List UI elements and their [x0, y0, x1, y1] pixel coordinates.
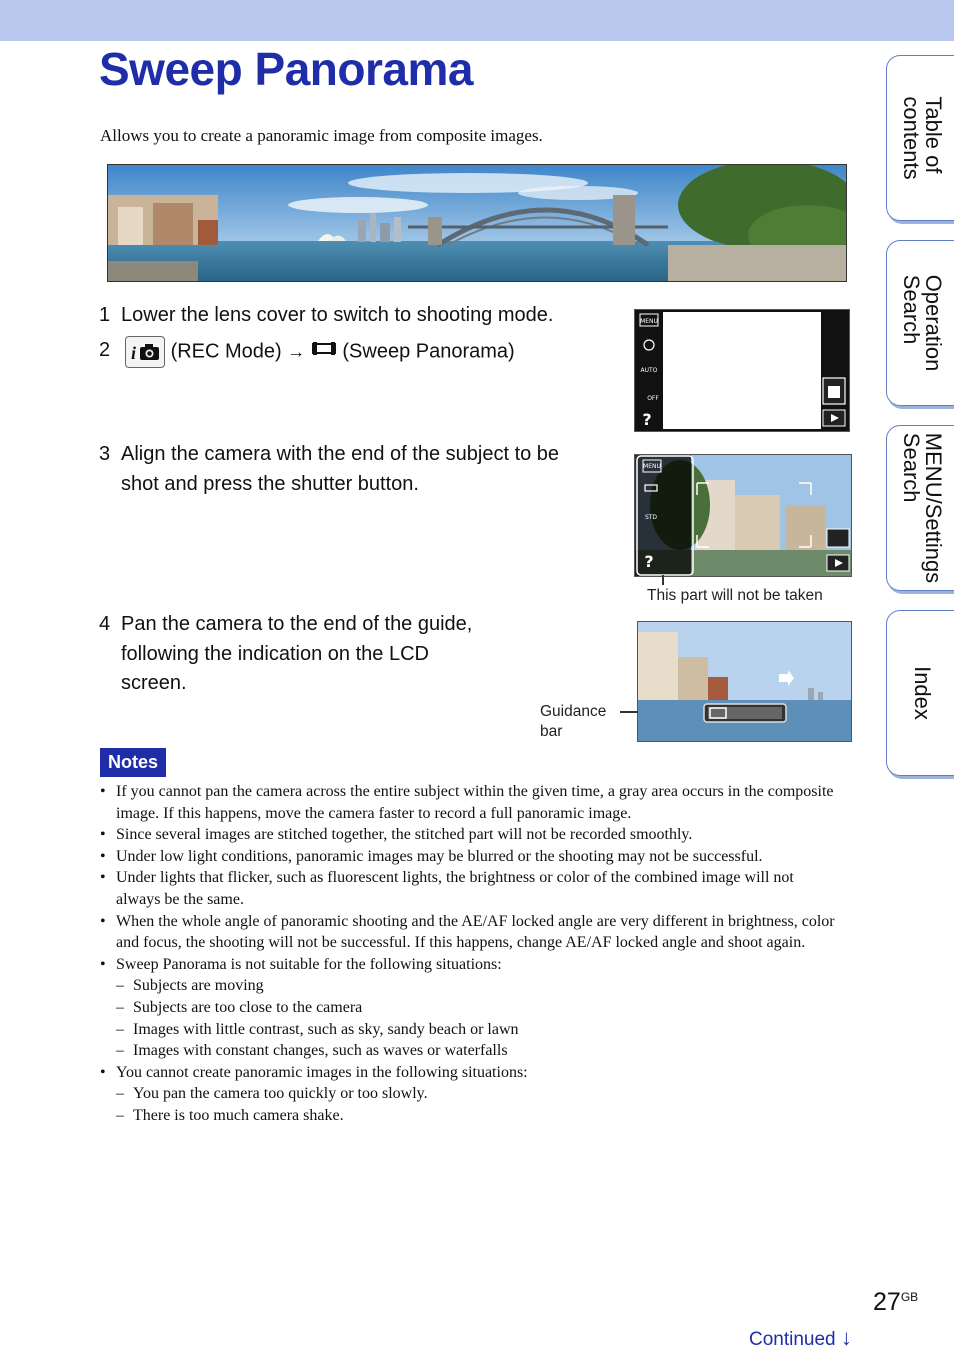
note-subitem: – You pan the camera too quickly or too slowly. [116, 1085, 428, 1103]
page-title: Sweep Panorama [99, 43, 473, 95]
rec-mode-icon [125, 336, 165, 368]
step-text [121, 610, 472, 699]
mode-button-icon [827, 529, 849, 547]
step-text [125, 336, 515, 368]
tab-label-line: Search [899, 432, 924, 503]
bullet-icon: • [100, 847, 106, 865]
arrow-down-icon: ↓ [840, 1325, 852, 1350]
note-subitem: – Images with constant changes, such as waves or waterfalls [116, 1042, 508, 1060]
bullet-icon: • [100, 869, 106, 887]
continued-label: Continued [749, 1329, 836, 1350]
menu-icon: MENU [643, 463, 661, 470]
step-3 [99, 440, 619, 500]
step-number: 1 [99, 304, 111, 326]
rec-mode-label: (REC Mode) [170, 340, 282, 363]
step-text [121, 440, 559, 499]
note-item [100, 954, 840, 976]
tab-operation-search[interactable] [886, 240, 954, 406]
tab-menu-settings-search[interactable] [886, 425, 954, 591]
note-subtext: Subjects are moving [133, 977, 264, 995]
note-subtext: You pan the camera too quickly or too slowly. [133, 1085, 428, 1103]
page-number-value: 27 [873, 1288, 901, 1316]
step-number: 4 [99, 613, 111, 635]
tab-label-line: Search [899, 274, 924, 345]
page-number [873, 1288, 918, 1317]
bullet-icon: • [100, 783, 106, 800]
step-text-line: screen. [121, 672, 187, 694]
notes-label: Notes [100, 748, 166, 777]
caption-leader-line [662, 575, 664, 585]
arrow-icon: → [287, 341, 306, 362]
bullet-icon: • [100, 955, 106, 973]
step-text-line: shot and press the shutter button. [121, 472, 419, 495]
note-item [100, 781, 840, 824]
note-item [100, 911, 840, 954]
note-subtext: There is too much camera shake. [133, 1106, 344, 1124]
note-text: When the whole angle of panoramic shooting and the AE/AF locked angle are very different in brightness, color and focus, the shooting will not be successful. If this happens, change AE/AF locked angle and shoot again. [116, 912, 835, 952]
self-timer-off-icon: OFF [647, 395, 659, 402]
std-icon: STD [644, 514, 658, 521]
notes-list [100, 781, 840, 1127]
note-item [100, 867, 840, 910]
tab-label-line: Table of [921, 96, 946, 174]
step-4 [99, 610, 539, 700]
note-text: You cannot create panoramic images in the following situations: [116, 1063, 528, 1081]
menu-icon: MENU [640, 318, 658, 325]
tab-table-of-contents[interactable] [886, 55, 954, 221]
note-subitem: – There is too much camera shake. [116, 1106, 344, 1124]
step-text: Lower the lens cover to switch to shooting mode. [121, 304, 554, 326]
note-item [100, 1062, 840, 1084]
note-subtext: Subjects are too close to the camera [133, 998, 363, 1016]
note-subtext: Images with little contrast, such as sky, sandy beach or lawn [133, 1020, 519, 1038]
bullet-icon: • [100, 912, 106, 930]
note-text: Under low light conditions, panoramic images may be blurred or the shooting may not be successful. [116, 847, 763, 865]
note-subitem: – Subjects are moving [116, 977, 264, 995]
tab-label-line: contents [899, 96, 924, 180]
flash-auto-icon: AUTO [640, 367, 658, 374]
lcd-screen-align [634, 454, 852, 577]
top-band [0, 0, 954, 41]
note-subtext: Images with constant changes, such as waves or waterfalls [133, 1042, 508, 1060]
tab-label [900, 96, 944, 179]
tab-label [900, 433, 944, 583]
tab-label-line: MENU/Settings [921, 432, 946, 584]
bullet-icon: • [100, 1063, 106, 1081]
step-2 [99, 336, 619, 372]
page-suffix: GB [900, 1290, 919, 1304]
note-text: Sweep Panorama is not suitable for the following situations: [116, 955, 502, 973]
tab-label-line: Operation [921, 274, 946, 372]
step-number: 3 [99, 443, 111, 465]
note-text: Under lights that flicker, such as fluorescent lights, the brightness or color of the combined image will not always be the same. [116, 869, 794, 908]
note-item [100, 824, 840, 846]
caption-line: bar [540, 723, 563, 740]
tab-label [900, 275, 944, 372]
note-text: Since several images are stitched together, the stitched part will not be recorded smoothly. [116, 826, 693, 844]
tab-label-line: Index [910, 666, 935, 720]
note-text: If you cannot pan the camera across the entire subject within the given time, a gray area occurs in the composite image. If this happens, move the camera faster to record a full panoramic image. [116, 783, 834, 822]
bullet-icon: • [100, 826, 106, 844]
sweep-panorama-label: (Sweep Panorama) [342, 340, 515, 363]
step-1 [99, 301, 619, 331]
intro-text: Allows you to create a panoramic image from composite images. [100, 126, 543, 145]
lcd-screen-pan [637, 621, 852, 742]
sweep-panorama-icon [311, 337, 337, 367]
caption-line: Guidance [540, 703, 607, 720]
continued-link[interactable] [749, 1325, 852, 1351]
panorama-image [107, 164, 847, 282]
help-icon: ? [642, 410, 652, 429]
lcd-screen-shooting-mode [634, 309, 850, 432]
step-number: 2 [99, 339, 111, 361]
tab-index[interactable] [886, 610, 954, 776]
step-text-line: Pan the camera to the end of the guide, [121, 613, 473, 635]
not-taken-caption: This part will not be taken [647, 587, 823, 604]
tab-label [911, 666, 933, 720]
note-subitem: – Images with little contrast, such as sky, sandy beach or lawn [116, 1020, 519, 1038]
caption-leader-line [620, 711, 638, 713]
svg-text:i: i [131, 343, 137, 363]
guidance-bar-caption [540, 702, 606, 742]
step-text-line: following the indication on the LCD [121, 642, 429, 665]
help-icon: ? [644, 552, 654, 571]
note-subitem: – Subjects are too close to the camera [116, 998, 363, 1016]
step-text-line: Align the camera with the end of the subject to be [121, 443, 560, 465]
note-item [100, 846, 840, 868]
